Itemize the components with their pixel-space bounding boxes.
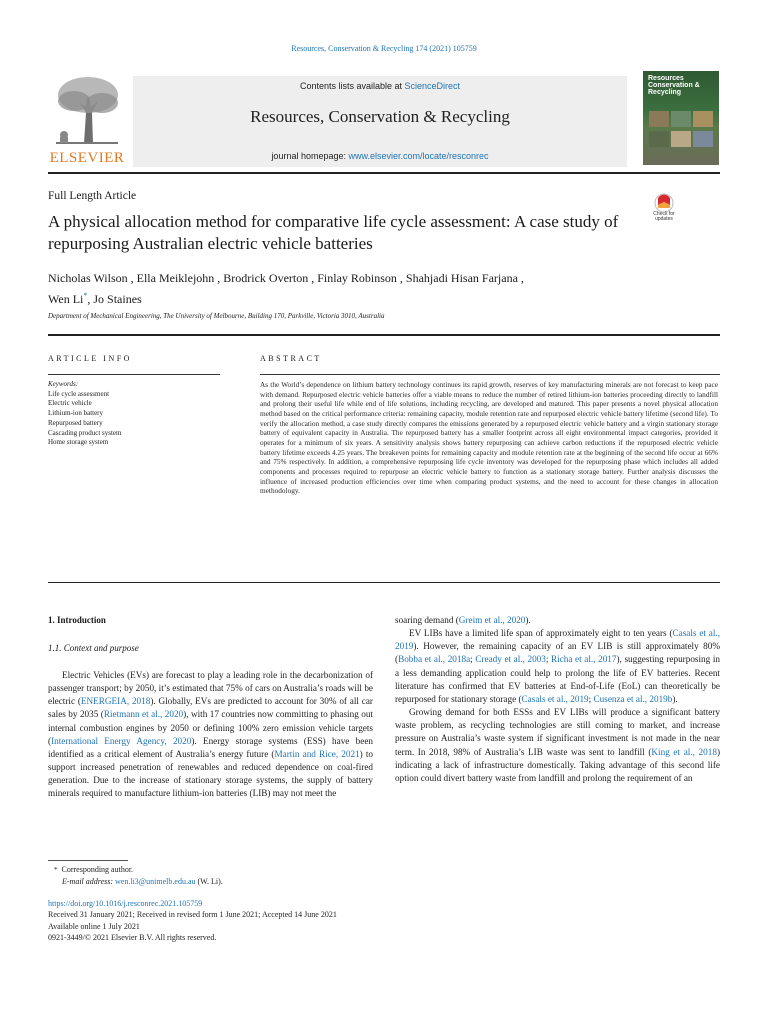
copyright: 0921-3449/© 2021 Elsevier B.V. All rights reserved.: [48, 933, 217, 943]
footnotes: [48, 864, 720, 888]
footnote-marker: *: [54, 866, 58, 874]
email-note: [48, 876, 720, 887]
journal-masthead: [133, 76, 627, 167]
reference-link[interactable]: Rietmann et al., 2020: [103, 709, 184, 720]
section-heading-introduction: 1. Introduction: [48, 615, 106, 625]
corresponding-author-note: [48, 864, 720, 876]
reference-link[interactable]: Cready et al., 2003: [475, 654, 546, 665]
cover-photo-tile: [693, 111, 713, 127]
keyword-item: Lithium-ion battery: [48, 409, 104, 418]
journal-homepage-link[interactable]: www.elsevier.com/locate/resconrec: [348, 151, 489, 161]
article-type: Full Length Article: [48, 190, 137, 202]
elsevier-tree-icon: [46, 73, 128, 147]
email-suffix: (W. Li).: [195, 877, 223, 887]
text-run: Electric Vehicles (EVs) are forecast to play a leading role in the decarbonization of passenger transport; by 2050, it’s estimated that 75% of cars on Australia’s roads will be electric (: [48, 670, 373, 707]
authors-line-1[interactable]: Nicholas Wilson , Ella Meiklejohn , Brodrick Overton , Finlay Robinson , Shahjadi Hisan Farjana ,: [48, 271, 524, 285]
paper-title: A physical allocation method for comparative life cycle assessment: A case study of repurposing Australian electric vehicle batteries: [48, 212, 619, 253]
abstract-bottom-divider: [48, 582, 720, 583]
body-right-column: [395, 614, 720, 785]
abstract-divider: [260, 374, 720, 375]
contents-line: [133, 81, 627, 91]
text-run: ), with 17 countries now committing to phasing out internal combustion engines by 2050 or defining 100% zero emission vehicle targets (: [48, 709, 373, 746]
keyword-item: Life cycle assessment: [48, 389, 110, 398]
reference-link[interactable]: King et al., 2018: [651, 746, 717, 757]
text-run: EV LIBs have a limited life span of approximately eight to ten years (: [409, 628, 673, 639]
keyword-item: Cascading product system: [48, 428, 122, 437]
keywords-block: [48, 380, 218, 448]
author-corresponding[interactable]: Wen Li: [48, 292, 84, 306]
subsection-heading-context: 1.1. Context and purpose: [48, 643, 139, 653]
publication-info: [48, 898, 720, 944]
text-run: ) indicating a lack of infrastructure domestically. Taking advantage of this second life option could divert battery waste from landfill and prolong the requirement of an: [395, 746, 720, 783]
text-run: ;: [470, 654, 476, 665]
abstract-heading: ABSTRACT: [260, 354, 322, 363]
text-run: soaring demand (: [395, 615, 459, 625]
keyword-item: Repurposed battery: [48, 418, 103, 427]
author-last[interactable]: , Jo Staines: [87, 292, 142, 306]
email-link[interactable]: wen.li3@unimelb.edu.au: [115, 877, 196, 887]
cover-photo-tile: [671, 131, 691, 147]
header-divider: [48, 172, 720, 174]
article-info-heading: ARTICLE INFO: [48, 354, 132, 363]
journal-title: Resources, Conservation & Recycling: [250, 107, 510, 126]
check-for-updates-label: Check for updates: [653, 211, 675, 222]
received-dates: Received 31 January 2021; Received in revised form 1 June 2021; Accepted 14 June 2021: [48, 910, 337, 920]
paragraph: [48, 669, 373, 801]
cover-photo-tile: [693, 131, 713, 147]
reference-link[interactable]: Greim et al., 2020: [458, 615, 526, 625]
keyword-item: Electric vehicle: [48, 399, 92, 408]
reference-link[interactable]: Richa et al., 2017: [551, 654, 617, 665]
publisher-name: ELSEVIER: [49, 150, 125, 166]
doi-link[interactable]: https://doi.org/10.1016/j.resconrec.2021.105759: [48, 899, 203, 908]
homepage-prefix: journal homepage:: [271, 151, 349, 161]
text-run: ) to support increased penetration of renewables and reduced dependence on coal-fired generation. Due to the increase of stationary storage systems, the supply of battery minerals required to manufacture lithium-ion batteries (LIB) may not meet the: [48, 748, 374, 799]
paragraph: [395, 706, 720, 785]
cover-photo-tile: [649, 111, 669, 127]
check-for-updates-icon: [645, 193, 683, 212]
paragraph: [395, 627, 720, 706]
body-left-column: [48, 669, 373, 801]
reference-link[interactable]: Cusenza et al., 2019b: [593, 693, 673, 704]
text-run: ).: [525, 615, 531, 625]
reference-link[interactable]: Casals et al., 2019: [395, 628, 720, 652]
journal-cover-image[interactable]: [643, 71, 719, 165]
available-online: Available online 1 July 2021: [48, 921, 140, 931]
affiliation-divider: [48, 334, 720, 336]
reference-link[interactable]: ENERGEIA, 2018: [80, 696, 151, 707]
footnote-divider: [48, 860, 128, 861]
reference-link[interactable]: International Energy Agency, 2020: [51, 735, 192, 746]
journal-citation[interactable]: Resources, Conservation & Recycling 174 (2021) 105759: [291, 44, 477, 53]
text-run: ;: [545, 654, 552, 665]
paragraph: [395, 614, 720, 627]
check-for-updates-badge[interactable]: [645, 193, 683, 231]
author-affiliation: Department of Mechanical Engineering, The University of Melbourne, Building 170, Parkville, Victoria 3010, Australia: [48, 312, 385, 320]
text-run: ).: [672, 693, 678, 704]
corresponding-author-marker[interactable]: *: [83, 291, 88, 300]
keyword-item: Home storage system: [48, 438, 109, 447]
reference-link[interactable]: Martin and Rice, 2021: [274, 748, 360, 759]
text-run: Growing demand for both ESSs and EV LIBs will produce a significant battery waste problem, as recycling technologies are still coming to market, and increase pressure on Australia’s waste system if significant investment is not made in the near term. In 2018, 98% of Australia’s LIB waste was sent to landfill (: [395, 707, 720, 757]
cover-title: Resources Conservation & Recycling: [648, 75, 700, 96]
email-label: E-mail address:: [62, 877, 114, 887]
elsevier-logo: [46, 73, 128, 167]
text-run: ;: [588, 693, 594, 704]
cover-photo-tile: [649, 131, 669, 147]
reference-link[interactable]: Bobba et al., 2018a: [398, 654, 471, 665]
text-run: ). Energy storage systems (ESS) have been identified as a critical element of Australia’s energy future (: [48, 735, 373, 759]
reference-link[interactable]: Casals et al., 2019: [521, 693, 589, 704]
contents-prefix: Contents lists available at: [299, 81, 405, 91]
authors-line-2: [48, 287, 648, 308]
footnote-text: Corresponding author.: [61, 865, 134, 874]
sciencedirect-link[interactable]: ScienceDirect: [404, 81, 461, 91]
abstract-text: As the World’s dependence on lithium battery technology continues its rapid growth, reserves of key manufacturing minerals are not forecast to keep pace with demand. Repurposed electric vehicle batteries offer a viable means to reduce the number of retired lithium-ion batteries proceeding directly to landfill and prolong their useful life while end of life solutions, including recycling, are developed and matured. This paper presents a novel physical allocation method based on the critical performance criteria: remaining capacity, module retention rate and repurposed electric vehicle battery lifetime (second life). To verify the allocation method, a case study directly compares the emissions generated by a repurposed electric vehicle battery and a virgin stationary storage battery of equivalent capacity in Australia. The repurposed battery has a smaller footprint across all eight environmental impact categories, provided it operates for a minimum of six years. A sensitivity analysis shows battery repurposing can achieve carbon reductions if the repurposed electric vehicle battery lifetime exceeds 4.25 years. The breakeven points for remaining capacity and module retention rate at the beginning of the second life occur at 66% and 75% respectively. In addition, a comprehensive repurposing life cycle inventory was developed for the repurposing phase which includes all added components and processes required to repurpose an electric vehicle battery to function as a stationary storage battery. Further analysis discusses the influence of increased production efficiencies over time when comparing product systems, and the need to account for these changes in allocation methodology.: [260, 380, 718, 496]
author-list: [48, 270, 648, 308]
homepage-line: [133, 151, 627, 161]
keywords-label: Keywords:: [48, 380, 79, 388]
article-info-divider: [48, 374, 220, 375]
text-run: ). Globally, EVs are predicted to account for 30% of all car sales by 2035 (: [48, 696, 373, 720]
cover-photo-tile: [671, 111, 691, 127]
text-run: ). However, the remaining capacity of an EV LIB is still approximately 80% (: [395, 641, 720, 665]
text-run: ), suggesting repurposing in a less demanding application could help to prolong the life of EV batteries. Recent literature has confirmed that EV batteries at End-of-Life (EoL) can theoretically be repurposed for stationary storage (: [395, 654, 720, 704]
